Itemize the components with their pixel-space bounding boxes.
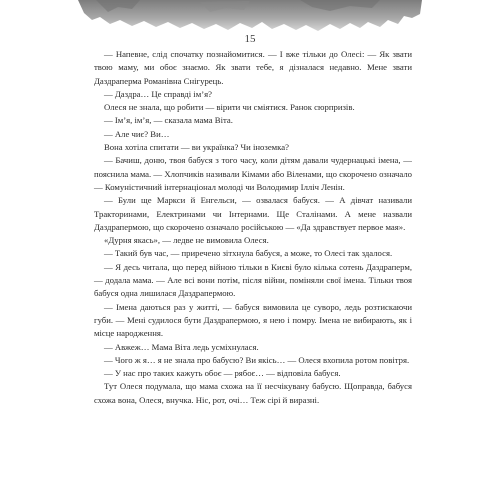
paragraph: — Я десь читала, що перед війною тільки в Києві було кілька сотень Даздраперм, — додала мама. — Але всі вони потім, після війни, поміняли свої імена. Тільки твоя бабуся одна лишилася Даздрапермою. [94, 261, 412, 299]
paragraph: Вона хотіла спитати — ви українка? Чи іноземка? [104, 142, 289, 153]
paragraph: Олеся не знала, що робити — вірити чи сміятися. Ранок сюрпризів. [104, 102, 355, 113]
paragraph: — Чого ж я… я не знала про бабусю? Ви якісь… — Олеся вхопила ротом повітря. [104, 354, 410, 365]
paragraph: — Ім’я, ім’я, — сказала мама Віта. [104, 115, 233, 126]
paragraph: — Авжеж… Мама Віта ледь усміхнулася. [104, 341, 259, 352]
paragraph: — Напевне, слід спочатку познайомитися. — І вже тільки до Олесі: — Як звати твою маму, ми обоє знаємо. Як звати тебе, я дізналася недавно. Мене звати Даздраперма Романівна Снігурець. [94, 49, 412, 86]
paragraph: Тут Олеся подумала, що мама схожа на її несчікувану бабусю. Щоправда, бабуся схожа вона, Олеся, внучка. Ніс, рот, очі… Теж сірі й виразні. [94, 381, 412, 405]
paragraph: — Бачиш, доню, твоя бабуся з того часу, коли дітям давали чудернацькі імена, — пояснила мама. — Хлопчиків називали Кімами або Віленами, що скорочено означало — Комуністичний інтернаціонал молоді чи Володимир Ілліч Ленін. [94, 155, 412, 192]
paragraph: — Імена даються раз у житті, — бабуся вимовила це суворо, ледь розтискаючи губи. — Мені судилося бути Даздрапермою, я нею і помру. Імена не вибирають, як і місце народження. [94, 301, 412, 339]
body-text [94, 48, 412, 407]
paragraph: — У нас про таких кажуть обоє — рябоє… — відповіла бабуся. [104, 368, 341, 379]
page-number: 15 [244, 33, 256, 45]
paragraph: — Такий був час, — приречено зітхнула бабуся, а може, то Олесі так здалося. [104, 248, 393, 259]
paragraph: — Але чиє? Ви… [104, 128, 170, 139]
paragraph: — Були ще Маркси й Енгельси, — озвалася бабуся. — А дівчат називали Тракторинами, Електринами чи Інтернами. Ще Сталінами. А мене назвали Даздрапермою, що скорочено означало російською — «Да здравствует первое мая». [94, 195, 412, 232]
paragraph: — Даздра… Це справді ім’я? [104, 88, 212, 99]
paragraph: «Дурня якась», — ледве не вимовила Олеся. [104, 235, 269, 246]
